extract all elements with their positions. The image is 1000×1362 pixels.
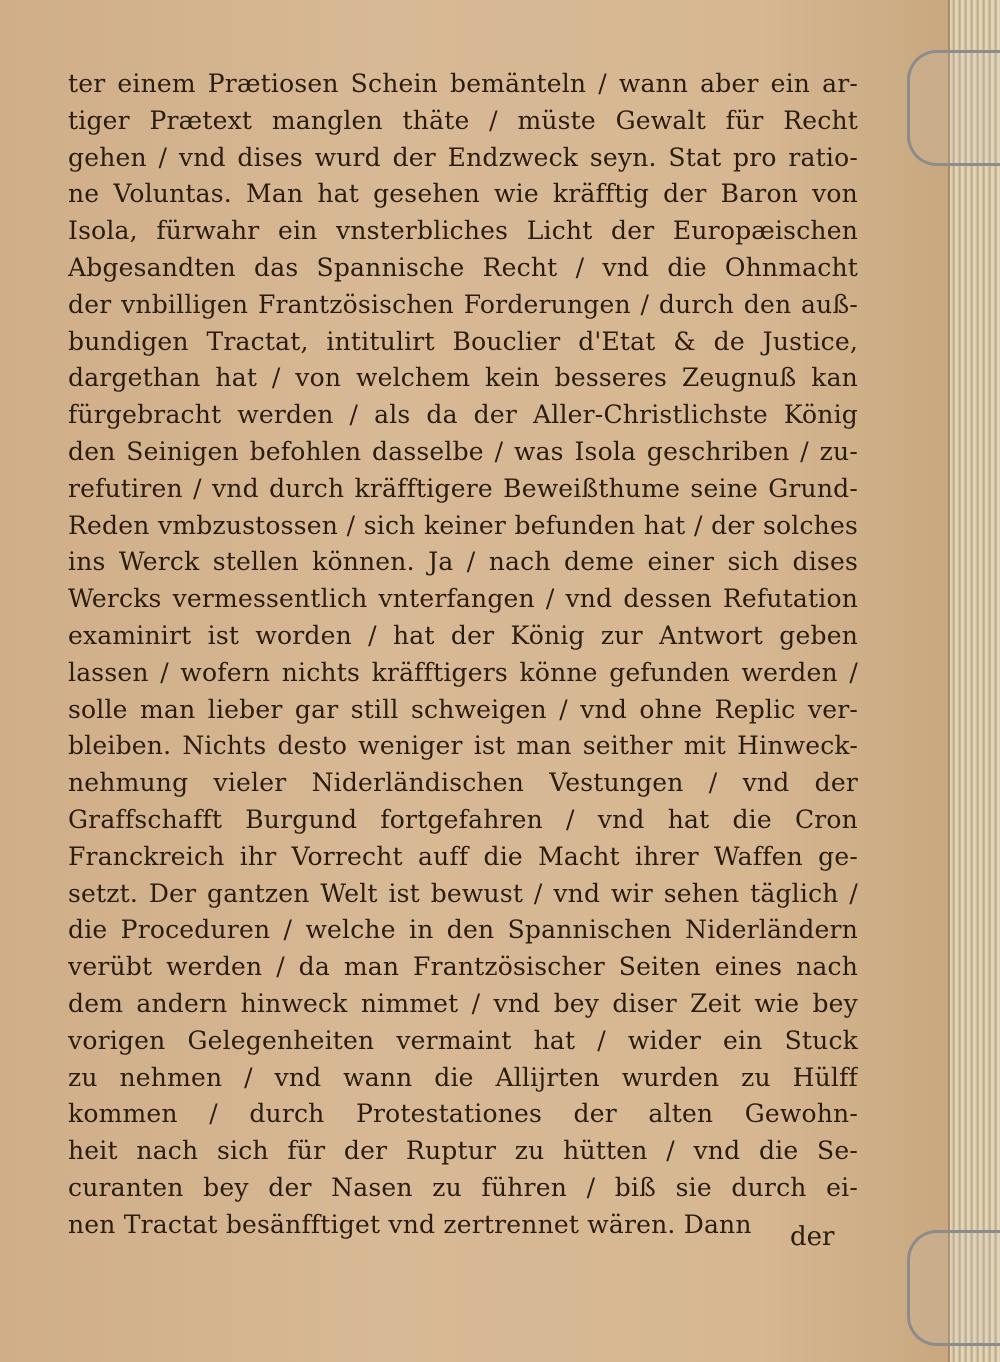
text-line: die Proceduren / welche in den Spannischen Niderländern	[68, 915, 858, 945]
text-line: curanten bey der Nasen zu führen / biß sie durch ei-	[68, 1172, 858, 1202]
text-line: Franckreich ihr Vorrecht auff die Macht ihrer Waffen ge-	[68, 841, 858, 871]
text-line: Wercks vermessentlich vnterfangen / vnd dessen Refutation	[68, 584, 858, 614]
page-edge-decoration	[950, 0, 1000, 1362]
text-line: Abgesandten das Spannische Recht / vnd die Ohnmacht	[68, 252, 858, 282]
text-line: Graffschafft Burgund fortgefahren / vnd hat die Cron	[68, 804, 858, 834]
text-line: den Seinigen befohlen dasselbe / was Isola geschriben / zu-	[68, 436, 858, 466]
text-line: kommen / durch Protestationes der alten Gewohn-	[68, 1099, 858, 1129]
text-line: verübt werden / da man Frantzösischer Seiten eines nach	[68, 952, 858, 982]
text-line: examinirt ist worden / hat der König zur Antwort geben	[68, 620, 858, 650]
text-line: setzt. Der gantzen Welt ist bewust / vnd wir sehen täglich /	[68, 878, 858, 908]
text-line: lassen / wofern nichts kräfftigers könne gefunden werden /	[68, 657, 858, 687]
text-line: solle man lieber gar still schweigen / vnd ohne Replic ver-	[68, 694, 858, 724]
text-line: Reden vmbzustossen / sich keiner befunden hat / der solches	[68, 510, 858, 540]
text-line: zu nehmen / vnd wann die Allijrten wurden zu Hülff	[68, 1062, 858, 1092]
text-line: dem andern hinweck nimmet / vnd bey diser Zeit wie bey	[68, 988, 858, 1018]
text-line: ne Voluntas. Man hat gesehen wie kräfftig der Baron von	[68, 179, 858, 209]
text-line: heit nach sich für der Ruptur zu hütten / vnd die Se-	[68, 1136, 858, 1166]
text-line: gehen / vnd dises wurd der Endzweck seyn. Stat pro ratio-	[68, 142, 858, 172]
text-line: nehmung vieler Niderländischen Vestungen / vnd der	[68, 768, 858, 798]
text-line: bundigen Tractat, intitulirt Bouclier d'Etat & de Justice,	[68, 326, 858, 356]
text-line: vorigen Gelegenheiten vermaint hat / wider ein Stuck	[68, 1025, 858, 1055]
text-line: refutiren / vnd durch kräfftigere Beweißthume seine Grund-	[68, 473, 858, 503]
catchword: der	[790, 1222, 835, 1252]
text-line: Isola, fürwahr ein vnsterbliches Licht der Europæischen	[68, 216, 858, 246]
text-line: tiger Prætext manglen thäte / müste Gewalt für Recht	[68, 105, 858, 135]
page-text	[68, 66, 858, 1244]
text-line: fürgebracht werden / als da der Aller-Christlichste König	[68, 400, 858, 430]
text-line: ins Werck stellen können. Ja / nach deme einer sich dises	[68, 547, 858, 577]
text-line: ter einem Prætiosen Schein bemänteln / wann aber ein ar-	[68, 69, 858, 98]
text-line: dargethan hat / von welchem kein besseres Zeugnuß kan	[68, 363, 858, 393]
text-line: der vnbilligen Frantzösischen Forderungen / durch den auß-	[68, 289, 858, 319]
text-line: nen Tractat besänfftiget vnd zertrennet wären. Dann	[68, 1209, 752, 1239]
book-clip-top	[907, 50, 1000, 166]
book-clip-bottom	[907, 1230, 1000, 1346]
text-line: bleiben. Nichts desto weniger ist man seither mit Hinweck-	[68, 731, 858, 761]
